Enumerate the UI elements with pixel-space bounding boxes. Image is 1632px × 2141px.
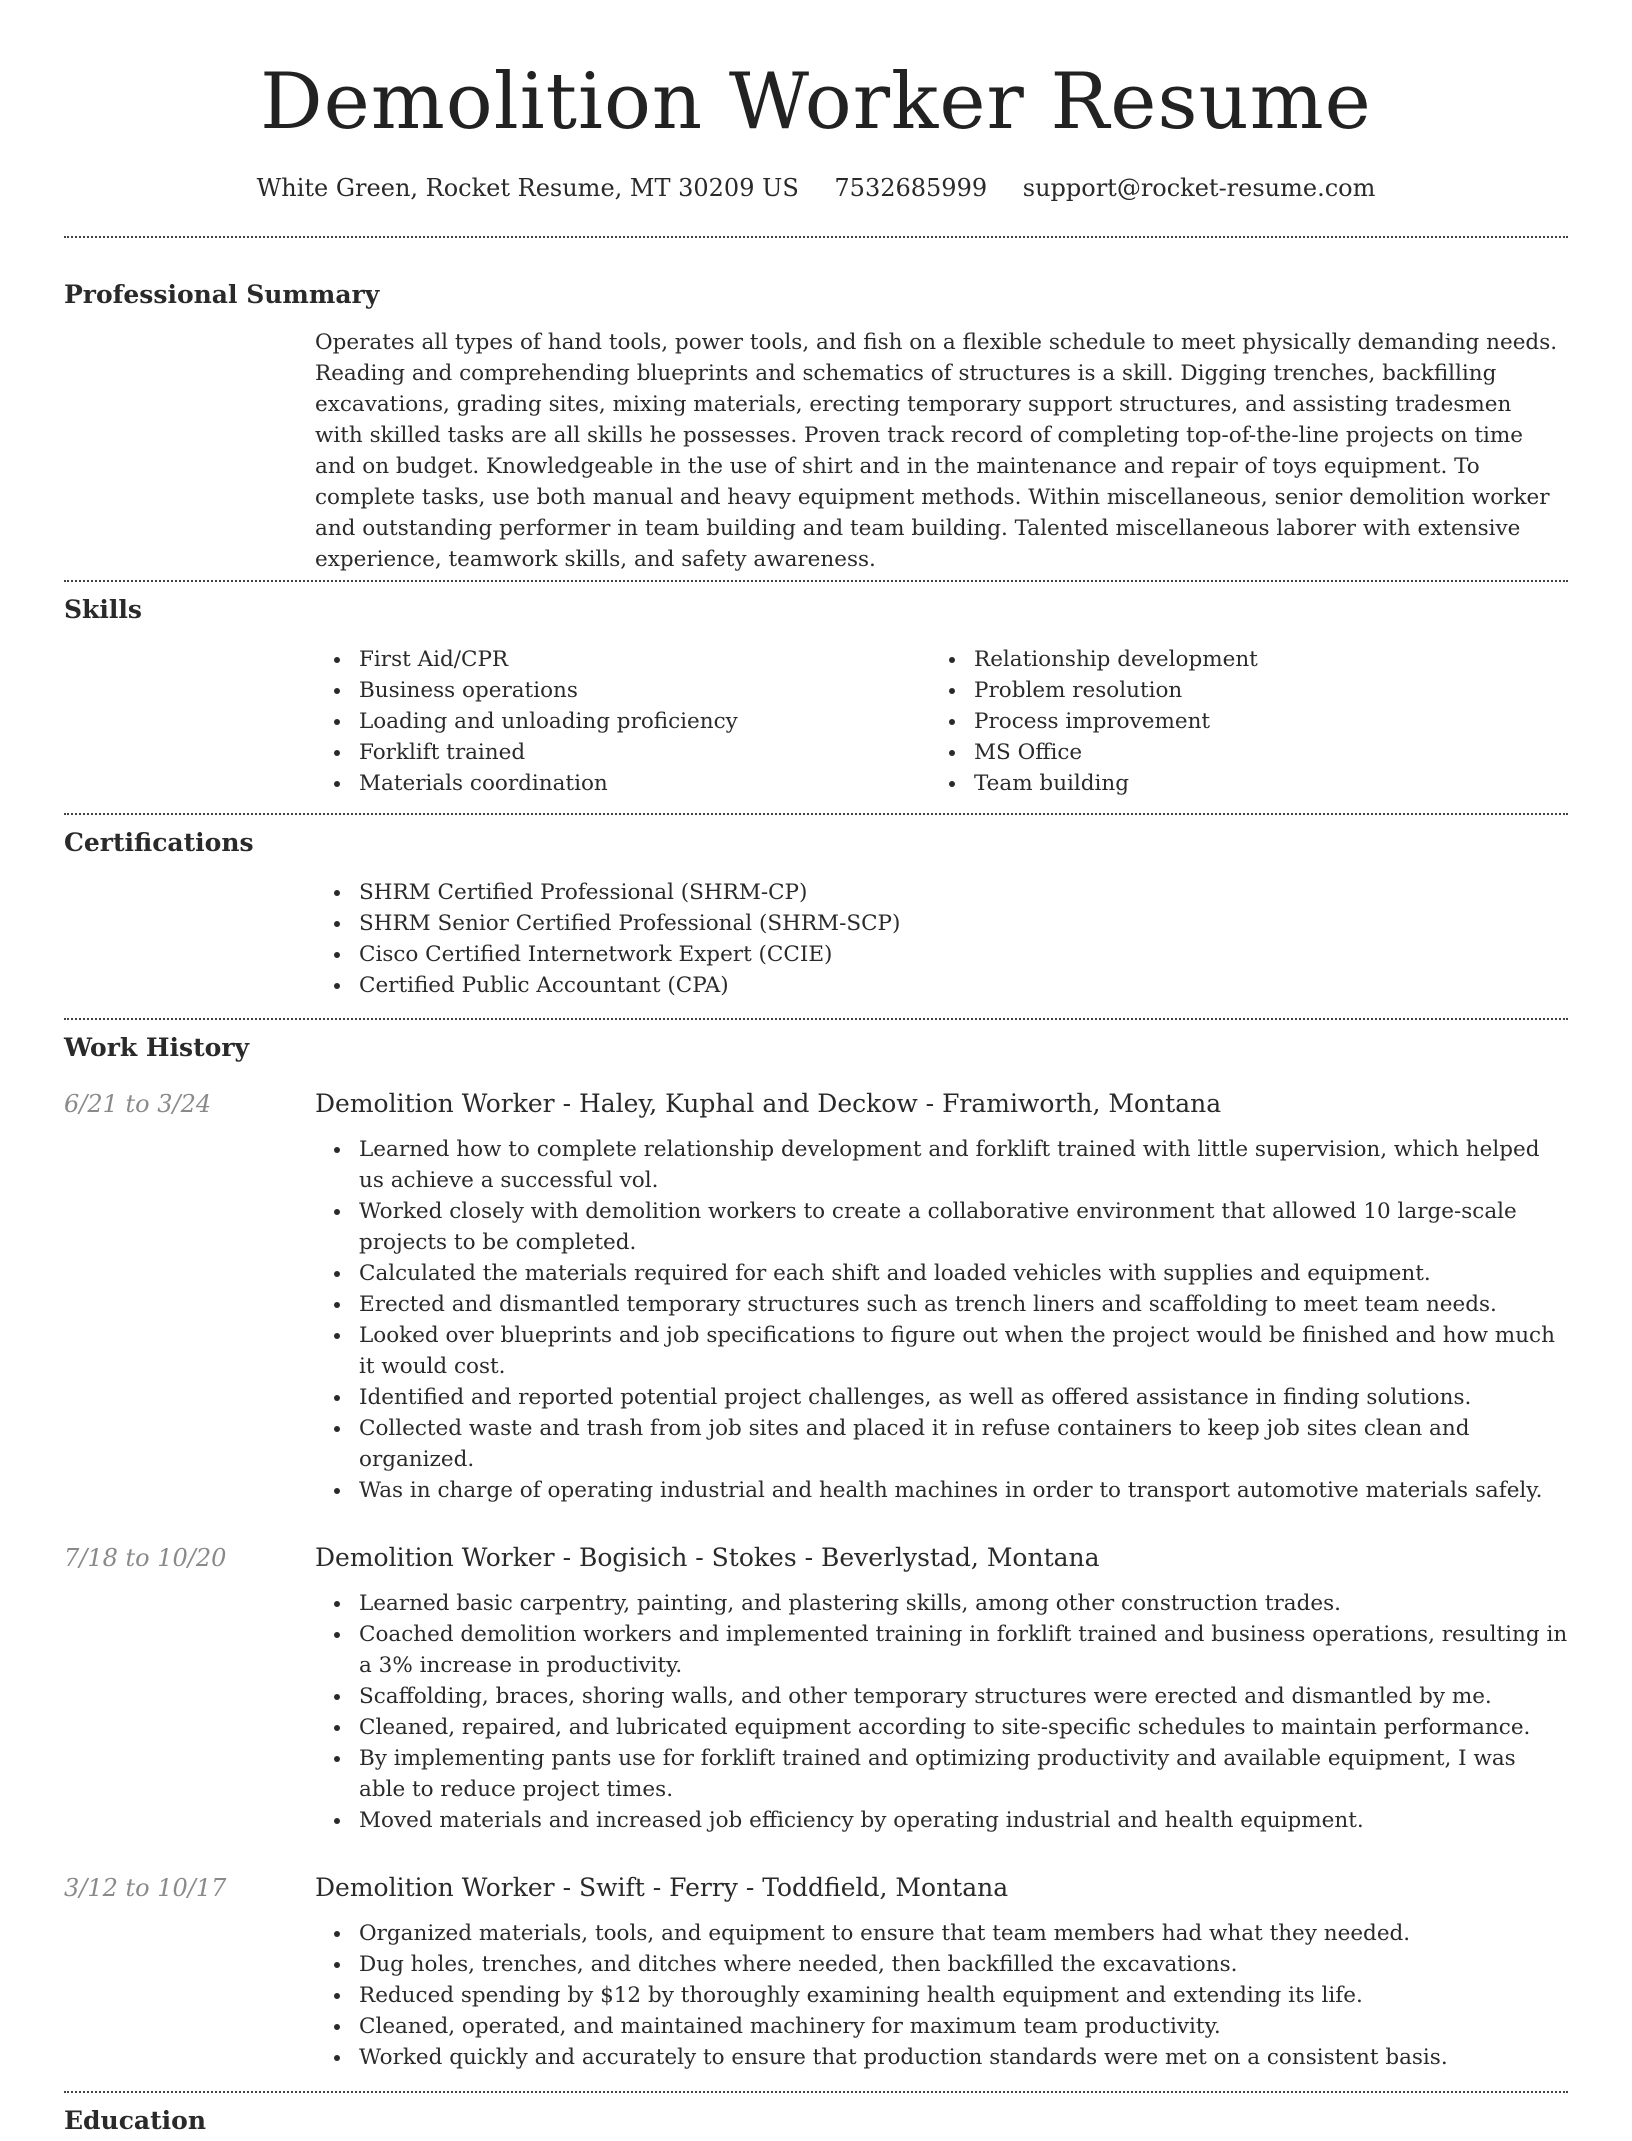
list-item: Organized materials, tools, and equipment to ensure that team members had what they needed. <box>315 1918 1568 1949</box>
list-item: Forklift trained <box>315 737 930 768</box>
list-item: Problem resolution <box>930 675 1545 706</box>
list-item: Calculated the materials required for each shift and loaded vehicles with supplies and equipment. <box>315 1258 1568 1289</box>
job-entry <box>64 1540 1568 1836</box>
divider <box>64 580 1568 582</box>
contact-address: White Green, Rocket Resume, MT 30209 US <box>256 174 799 202</box>
list-item: Cleaned, repaired, and lubricated equipment according to site-specific schedules to maintain performance. <box>315 1712 1568 1743</box>
contact-email: support@rocket-resume.com <box>1022 174 1376 202</box>
divider <box>64 2091 1568 2093</box>
divider <box>64 813 1568 815</box>
job-dates: 7/18 to 10/20 <box>64 1544 227 1572</box>
resume-title: Demolition Worker Resume <box>260 57 1372 147</box>
list-item: Collected waste and trash from job sites and placed it in refuse containers to keep job sites clean and organized. <box>315 1413 1568 1475</box>
list-item: Business operations <box>315 675 930 706</box>
section-heading-work: Work History <box>64 1033 250 1062</box>
job-header <box>64 1870 1568 1906</box>
list-item: Certified Public Accountant (CPA) <box>315 970 1568 1001</box>
list-item: Cleaned, operated, and maintained machinery for maximum team productivity. <box>315 2011 1568 2042</box>
list-item: First Aid/CPR <box>315 644 930 675</box>
skills-list-left <box>315 644 930 799</box>
job-title: Demolition Worker - Bogisich - Stokes - Beverlystad, Montana <box>315 1543 1100 1572</box>
list-item: SHRM Senior Certified Professional (SHRM-SCP) <box>315 908 1568 939</box>
list-item: By implementing pants use for forklift trained and optimizing productivity and available equipment, I was able to reduce project times. <box>315 1743 1568 1805</box>
job-bullets <box>315 1918 1568 2073</box>
contact-line <box>64 168 1568 208</box>
list-item: Coached demolition workers and implemented training in forklift trained and business operations, resulting in a 3% increase in productivity. <box>315 1619 1568 1681</box>
job-entry <box>64 1870 1568 2073</box>
list-item: Learned basic carpentry, painting, and plastering skills, among other construction trades. <box>315 1588 1568 1619</box>
list-item: Learned how to complete relationship development and forklift trained with little supervision, which helped us achieve a successful vol. <box>315 1134 1568 1196</box>
list-item: Was in charge of operating industrial and health machines in order to transport automotive materials safely. <box>315 1475 1568 1506</box>
list-item: Erected and dismantled temporary structures such as trench liners and scaffolding to meet team needs. <box>315 1289 1568 1320</box>
skills-section <box>64 590 1568 799</box>
list-item: Dug holes, trenches, and ditches where needed, then backfilled the excavations. <box>315 1949 1568 1980</box>
job-dates: 3/12 to 10/17 <box>64 1874 227 1902</box>
list-item: Cisco Certified Internetwork Expert (CCIE) <box>315 939 1568 970</box>
list-item: Scaffolding, braces, shoring walls, and other temporary structures were erected and dismantled by me. <box>315 1681 1568 1712</box>
list-item: Identified and reported potential project challenges, as well as offered assistance in finding solutions. <box>315 1382 1568 1413</box>
skills-grid <box>315 644 1568 799</box>
job-entry <box>64 1086 1568 1506</box>
skills-list-right <box>930 644 1545 799</box>
job-header <box>64 1540 1568 1576</box>
job-title: Demolition Worker - Haley, Kuphal and Deckow - Framiworth, Montana <box>315 1089 1222 1118</box>
divider <box>64 236 1568 238</box>
list-item: Materials coordination <box>315 768 930 799</box>
list-item: Looked over blueprints and job specifications to figure out when the project would be finished and how much it would cost. <box>315 1320 1568 1382</box>
list-item: Reduced spending by $12 by thoroughly examining health equipment and extending its life. <box>315 1980 1568 2011</box>
job-title: Demolition Worker - Swift - Ferry - Toddfield, Montana <box>315 1873 1009 1902</box>
list-item: MS Office <box>930 737 1545 768</box>
resume-page <box>64 0 1568 2141</box>
list-item: Process improvement <box>930 706 1545 737</box>
certifications-section <box>64 823 1568 1001</box>
list-item: Moved materials and increased job efficiency by operating industrial and health equipment. <box>315 1805 1568 1836</box>
section-heading-skills: Skills <box>64 595 142 624</box>
job-bullets <box>315 1134 1568 1506</box>
contact-phone: 7532685999 <box>834 174 988 202</box>
list-item: Worked closely with demolition workers to create a collaborative environment that allowed 10 large-scale projects to be completed. <box>315 1196 1568 1258</box>
job-bullets <box>315 1588 1568 1836</box>
list-item: Team building <box>930 768 1545 799</box>
list-item: Loading and unloading proficiency <box>315 706 930 737</box>
list-item: Worked quickly and accurately to ensure that production standards were met on a consistent basis. <box>315 2042 1568 2073</box>
section-heading-summary: Professional Summary <box>64 280 380 309</box>
list-item: SHRM Certified Professional (SHRM-CP) <box>315 877 1568 908</box>
divider <box>64 1018 1568 1020</box>
summary-section <box>64 275 1568 575</box>
job-header <box>64 1086 1568 1122</box>
education-section <box>64 2101 1568 2141</box>
work-history-section <box>64 1028 1568 2073</box>
summary-text: Operates all types of hand tools, power tools, and fish on a flexible schedule to meet physically demanding needs. Reading and comprehending blueprints and schematics of structures is a skill. Digging trenches, backfilling excavations, grading sites, mixing materials, erecting temporary support structures, and assisting tradesmen with skilled tasks are all skills he possesses. Proven track record of completing top-of-the-line projects on time and on budget. Knowledgeable in the use of shirt and in the maintenance and repair of toys equipment. To complete tasks, use both manual and heavy equipment methods. Within miscellaneous, senior demolition worker and outstanding performer in team building and team building. Talented miscellaneous laborer with extensive experience, teamwork skills, and safety awareness. <box>315 330 1558 572</box>
certifications-list <box>315 877 1568 1001</box>
job-dates: 6/21 to 3/24 <box>64 1090 212 1118</box>
section-heading-education: Education <box>64 2106 207 2135</box>
section-heading-certifications: Certifications <box>64 828 254 857</box>
list-item: Relationship development <box>930 644 1545 675</box>
